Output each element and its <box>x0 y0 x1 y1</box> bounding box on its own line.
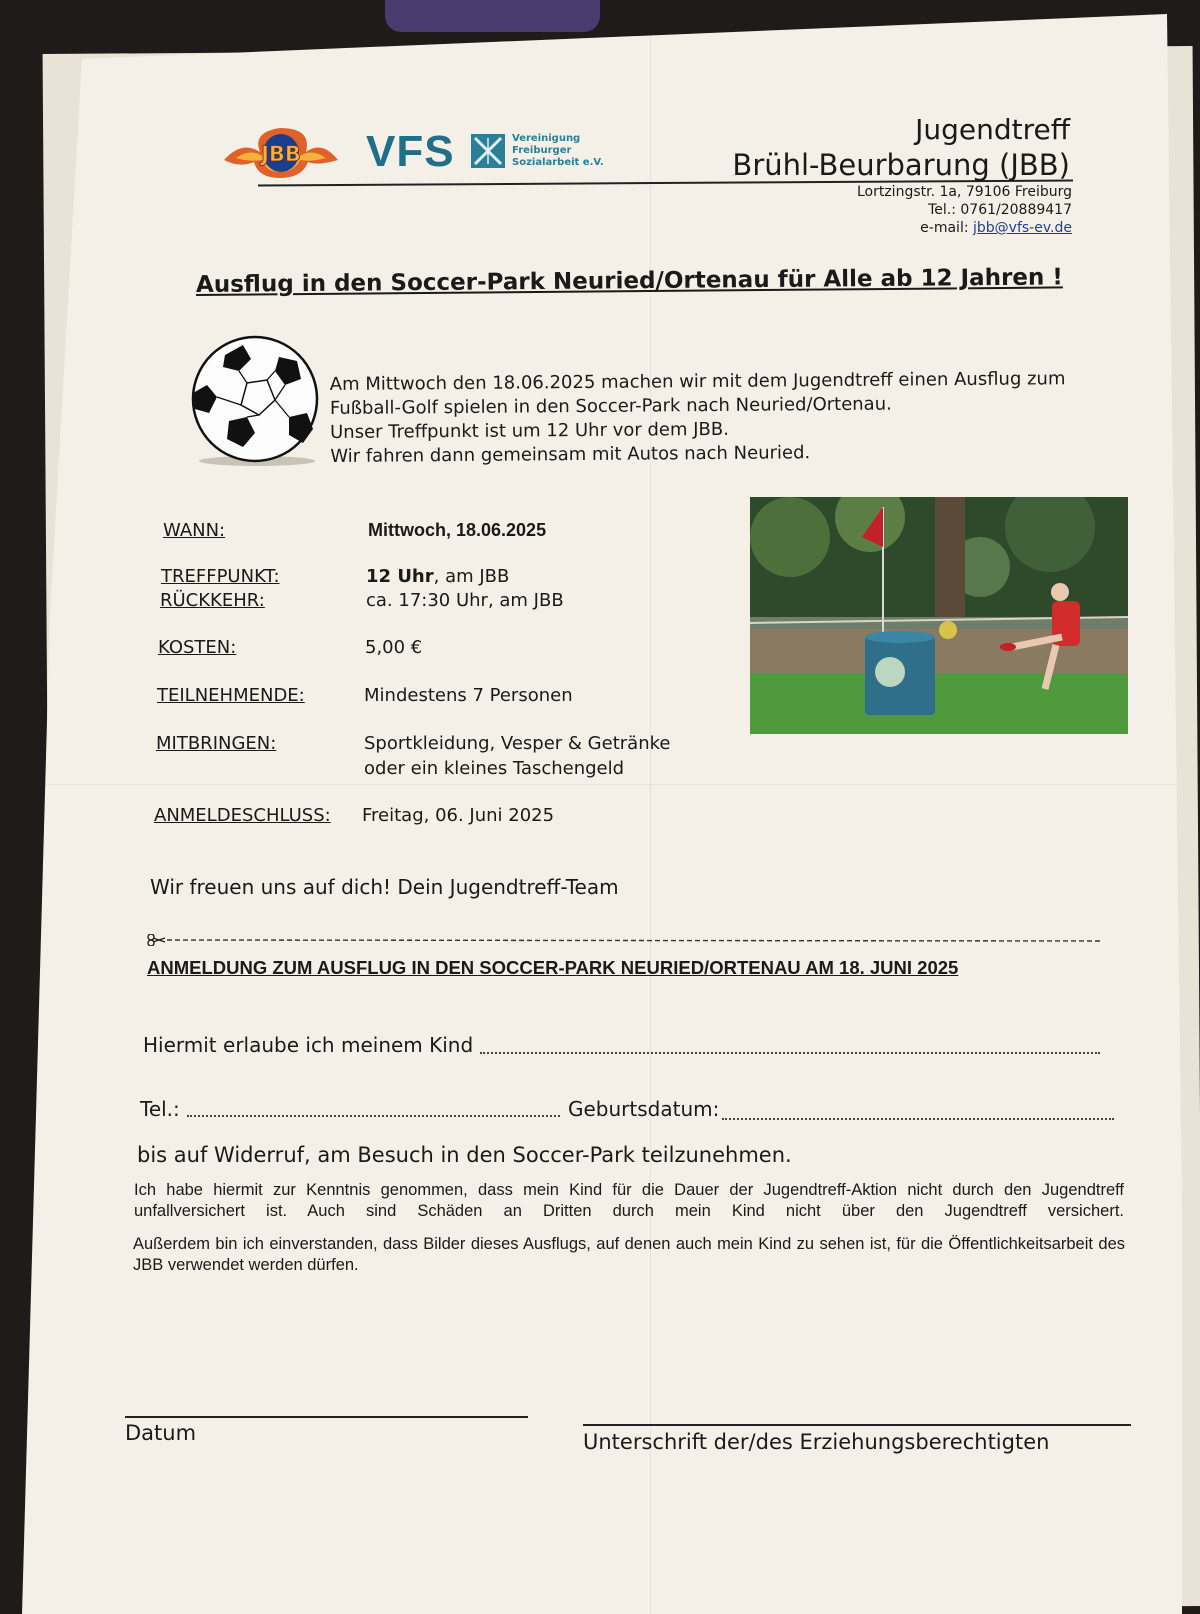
label-treffpunkt: TREFFPUNKT: <box>161 566 280 587</box>
jbb-logo <box>222 122 340 182</box>
org-phone: Tel.: 0761/20889417 <box>928 202 1072 218</box>
intro-text <box>330 367 1066 469</box>
photo-consent: Außerdem bin ich einverstanden, dass Bilder dieses Ausflugs, auf denen auch mein Kind zu sehen ist, für die Öffentlichkeitsarbeit des JBB verwendet werden dürfen. <box>133 1235 1125 1274</box>
value-wann: Mittwoch, 18.06.2025 <box>368 520 547 540</box>
intro-line-1: Am Mittwoch den 18.06.2025 machen wir mit dem Jugendtreff einen Ausflug zum <box>329 368 1066 396</box>
child-name-field[interactable] <box>480 1051 1100 1054</box>
jbb-logo-letters: JBB <box>261 142 301 166</box>
tel-label: Tel.: <box>140 1097 180 1121</box>
page-title: Ausflug in den Soccer-Park Neuried/Ortenau für Alle ab 12 Jahren ! <box>195 264 1063 298</box>
org-email-row <box>920 219 1072 237</box>
value-rueckkehr: ca. 17:30 Uhr, am JBB <box>366 590 564 611</box>
fold-crease-horizontal <box>42 784 1182 785</box>
signature-line[interactable] <box>583 1424 1131 1426</box>
insurance-note: Ich habe hiermit zur Kenntnis genommen, dass mein Kind für die Dauer der Jugendtreff-Aktion nicht durch den Jugendtreff unfallversichert ist. Auch sind Schäden an Dritten durch mein Kind nicht über den Jugendtreff versichert. <box>134 1181 1124 1220</box>
label-rueckkehr: RÜCKKEHR: <box>160 590 265 611</box>
vfs-logo <box>366 127 604 176</box>
email-link[interactable]: jbb@vfs-ev.de <box>973 220 1072 236</box>
until-revoked-text: bis auf Widerruf, am Besuch in den Soccer-Park teilzunehmen. <box>137 1143 792 1167</box>
vfs-logo-mark <box>471 134 505 168</box>
signature-label: Unterschrift der/des Erziehungsberechtigten <box>583 1430 1050 1454</box>
scissors-icon <box>148 934 165 946</box>
intro-line-3: Unser Treffpunkt ist um 12 Uhr vor dem JBB. <box>330 418 730 443</box>
vfs-name-line-2: Freiburger <box>512 145 572 156</box>
value-anmeldeschluss: Freitag, 06. Juni 2025 <box>362 805 555 826</box>
vfs-name-line-1: Vereinigung <box>512 133 581 144</box>
intro-line-4: Wir fahren dann gemeinsam mit Autos nach Neuried. <box>330 442 811 467</box>
tel-field[interactable] <box>187 1114 560 1117</box>
soccer-ball-icon <box>185 335 327 467</box>
cut-line <box>147 934 1102 946</box>
greeting: Wir freuen uns auf dich! Dein Jugendtreff-Team <box>150 875 619 899</box>
vfs-logo-text: VFS <box>366 127 455 176</box>
org-address: Lortzingstr. 1a, 79106 Freiburg <box>856 184 1072 200</box>
birthdate-field[interactable] <box>722 1117 1114 1120</box>
permission-label: Hiermit erlaube ich meinem Kind <box>143 1033 474 1057</box>
date-line[interactable] <box>125 1416 528 1418</box>
treffpunkt-place: , am JBB <box>433 566 510 587</box>
vfs-name-line-3: Sozialarbeit e.V. <box>512 157 604 168</box>
label-mitbringen: MITBRINGEN: <box>156 733 277 754</box>
value-treffpunkt <box>366 566 509 587</box>
org-name-line-2: Brühl-Beurbarung (JBB) <box>732 148 1070 182</box>
value-mitbringen-1: Sportkleidung, Vesper & Getränke <box>364 733 671 754</box>
value-teilnehmende: Mindestens 7 Personen <box>364 685 573 706</box>
birthdate-label: Geburtsdatum: <box>568 1097 720 1121</box>
label-kosten: KOSTEN: <box>158 637 237 658</box>
value-kosten: 5,00 € <box>365 637 423 658</box>
label-wann: WANN: <box>163 520 226 541</box>
date-label: Datum <box>125 1421 197 1445</box>
label-anmeldeschluss: ANMELDESCHLUSS: <box>154 805 331 826</box>
org-name-line-1: Jugendtreff <box>915 113 1070 146</box>
footgolf-photo <box>750 497 1128 734</box>
intro-line-2: Fußball-Golf spielen in den Soccer-Park nach Neuried/Ortenau. <box>329 393 892 420</box>
vfs-full-name <box>512 133 604 169</box>
email-label: e-mail: <box>920 220 969 236</box>
purple-folder-tab <box>385 0 600 32</box>
value-mitbringen-2: oder ein kleines Taschengeld <box>364 758 625 779</box>
registration-title: ANMELDUNG ZUM AUSFLUG IN DEN SOCCER-PARK NEURIED/ORTENAU AM 18. JUNI 2025 <box>147 957 959 978</box>
label-teilnehmende: TEILNEHMENDE: <box>157 685 305 706</box>
treffpunkt-time: 12 Uhr <box>366 566 434 587</box>
